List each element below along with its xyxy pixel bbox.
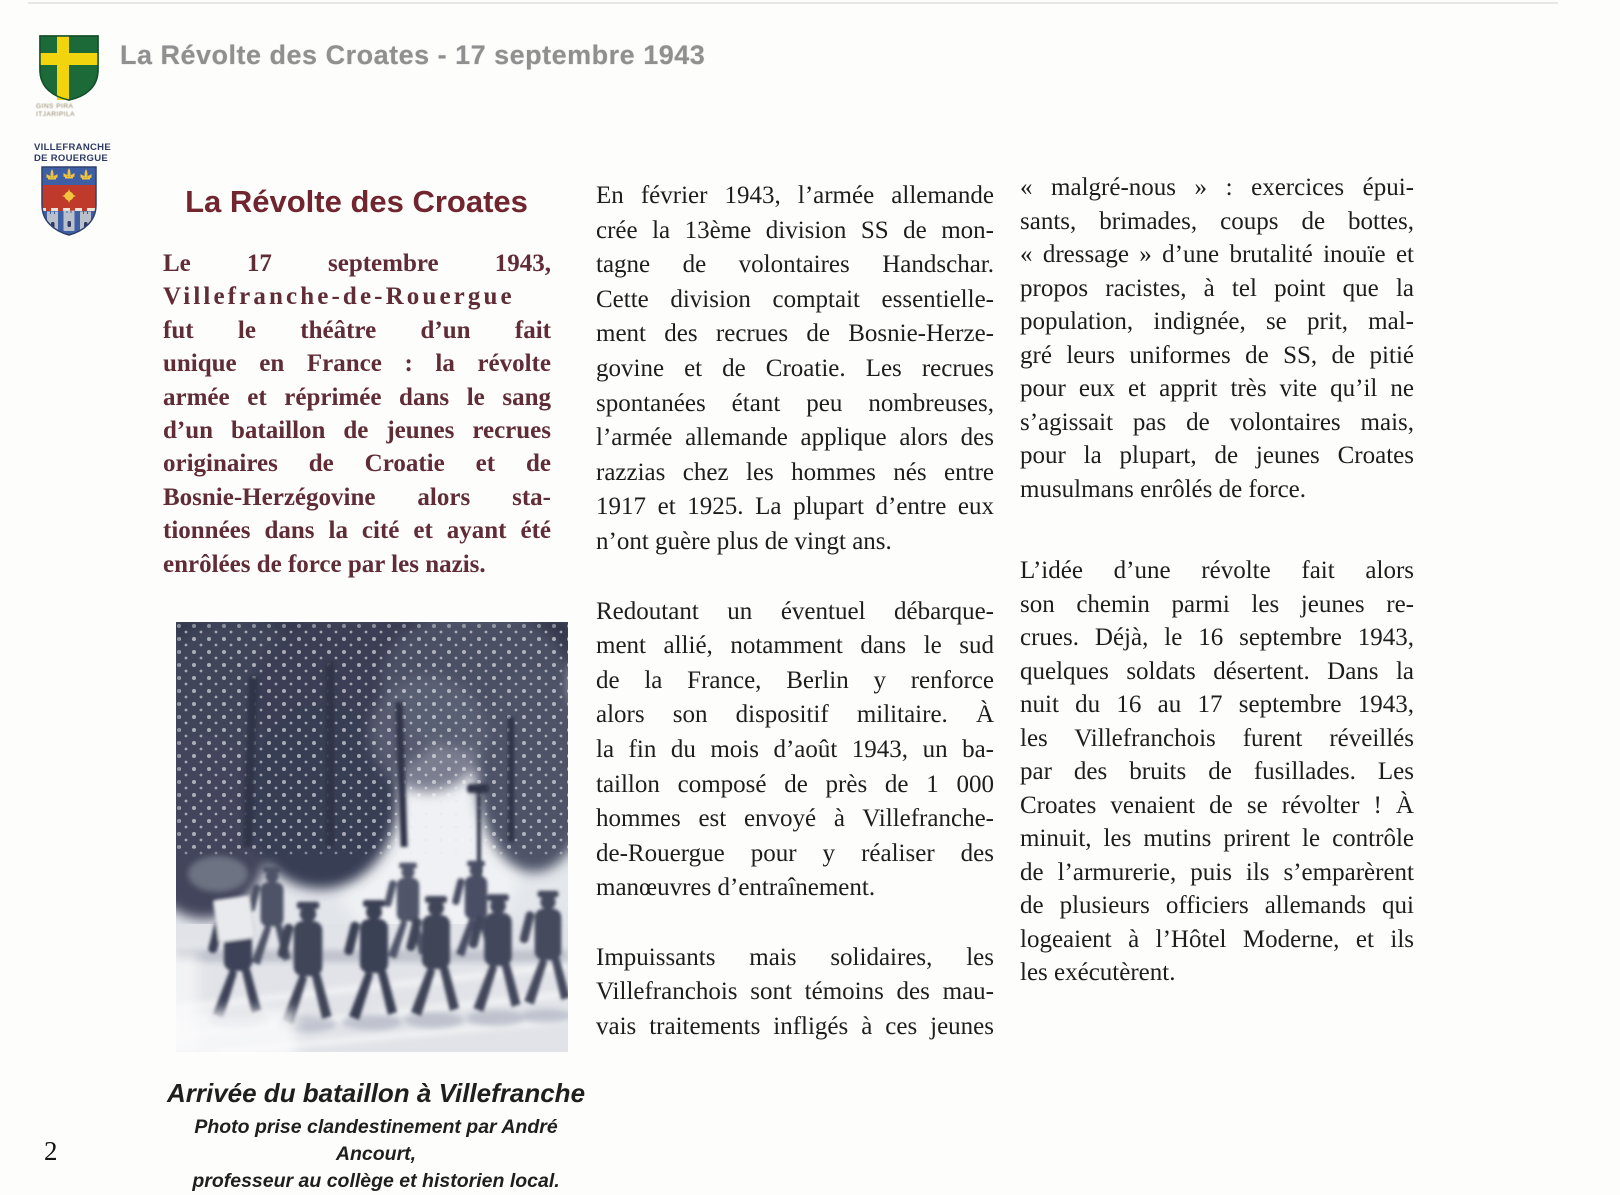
text-line: Cette division comptait essentielle- xyxy=(596,285,994,313)
text-line: son chemin parmi les jeunes re- xyxy=(1020,590,1414,618)
logo1-caption-illegible xyxy=(36,103,126,119)
paragraph-malgre-nous xyxy=(1020,171,1414,506)
text-line: Redoutant un éventuel débarque- xyxy=(596,597,994,625)
text-line: de l’armurerie, puis ils s’emparèrent xyxy=(1020,858,1414,886)
text-line: fut le théâtre d’un fait xyxy=(163,316,551,344)
text-line: quelques soldats désertent. Dans la xyxy=(1020,657,1414,685)
text-line: 1917 et 1925. La plupart d’entre eux xyxy=(596,493,994,521)
text-line: En février 1943, l’armée allemande xyxy=(596,182,994,209)
logo1-caption-line1: GINS PIRA xyxy=(36,103,74,110)
scan-edge-line xyxy=(28,2,1558,4)
text-line: spontanées étant peu nombreuses, xyxy=(596,389,994,417)
battalion-photo-illustration xyxy=(176,622,568,1052)
photo-battalion-marching xyxy=(176,622,568,1052)
text-line: la fin du mois d’août 1943, un ba- xyxy=(596,735,994,763)
text-line: nuit du 16 au 17 septembre 1943, xyxy=(1020,691,1414,718)
text-line: hommes est envoyé à Villefranche- xyxy=(596,805,994,833)
text-line: armée et réprimée dans le sang xyxy=(163,383,551,411)
text-line: de la France, Berlin y renforce xyxy=(596,666,994,694)
column-2 xyxy=(596,179,994,1080)
green-cross-shield-logo xyxy=(38,34,100,107)
text-line: taillon composé de près de 1 000 xyxy=(596,770,994,798)
text-line: manœuvres d’entraînement. xyxy=(596,874,876,902)
paragraph-battalion-sent xyxy=(596,595,994,906)
text-line: logeaient à l’Hôtel Moderne, et ils xyxy=(1020,925,1414,953)
text-line: originaires de Croatie et de xyxy=(163,450,551,478)
text-line: « dressage » d’une brutalité inouïe et xyxy=(1020,241,1414,268)
photo-caption xyxy=(156,1078,596,1195)
photo-credit-line2: professeur au collège et historien local. xyxy=(192,1170,560,1192)
villefranche-coat-of-arms xyxy=(40,165,98,242)
text-line: par des bruits de fusillades. Les xyxy=(1020,758,1414,785)
text-line: de plusieurs officiers allemands qui xyxy=(1020,892,1414,919)
text-line: population, indignée, se prit, mal- xyxy=(1020,308,1414,335)
text-line: Croates venaient de se révolter ! À xyxy=(1020,791,1414,819)
text-line: Villefranchois sont témoins des mau- xyxy=(596,978,994,1006)
text-line: govine et de Croatie. Les recrues xyxy=(596,354,994,382)
text-line: les exécutèrent. xyxy=(1020,959,1176,986)
text-line: Villefranche-de-Rouergue xyxy=(163,283,515,311)
column-3 xyxy=(1020,171,1414,1038)
text-line: propos racistes, à tel point que la xyxy=(1020,274,1414,302)
coat-of-arms-icon xyxy=(40,165,98,237)
text-line: musulmans enrôlés de force. xyxy=(1020,475,1307,503)
text-line: alors son dispositif militaire. À xyxy=(596,701,994,729)
text-line: Le 17 septembre 1943, xyxy=(163,250,551,277)
article-title: La Révolte des Croates xyxy=(185,184,528,219)
text-line: crues. Déjà, le 16 septembre 1943, xyxy=(1020,624,1414,651)
text-line: « malgré-nous » : exercices épui- xyxy=(1020,174,1414,201)
text-line: razzias chez les hommes nés entre xyxy=(596,458,994,486)
text-line: d’un bataillon de jeunes recrues xyxy=(163,417,551,445)
text-line: gré leurs uniformes de SS, de pitié xyxy=(1020,341,1414,369)
text-line: pour la plupart, de jeunes Croates xyxy=(1020,442,1414,469)
paragraph-handschar-division xyxy=(596,179,994,560)
villefranche-label xyxy=(34,142,130,164)
text-line: crée la 13ème division SS de mon- xyxy=(596,216,994,244)
text-line: Impuissants mais solidaires, les xyxy=(596,943,994,971)
photo-credit-line1: Photo prise clandestinement par André Ancourt, xyxy=(194,1116,558,1165)
text-line: L’idée d’une révolte fait alors xyxy=(1020,557,1414,584)
text-line: l’armée allemande applique alors des xyxy=(596,424,994,452)
text-line: enrôlées de force par les nazis. xyxy=(163,550,486,578)
villefranche-label-line2: DE ROUERGUE xyxy=(34,153,109,164)
text-line: s’agissait pas de volontaires mais, xyxy=(1020,408,1414,436)
villefranche-label-line1: VILLEFRANCHE xyxy=(34,142,111,153)
text-line: sants, brimades, coups de bottes, xyxy=(1020,207,1414,235)
page-header-title: La Révolte des Croates - 17 septembre 1943 xyxy=(120,40,706,70)
photo-caption-title: Arrivée du bataillon à Villefranche xyxy=(166,1078,586,1108)
text-line: minuit, les mutins prirent le contrôle xyxy=(1020,825,1414,852)
text-line: ment des recrues de Bosnie-Herze- xyxy=(596,320,994,348)
text-line: Bosnie-Herzégovine alors sta- xyxy=(163,483,551,511)
text-line: tagne de volontaires Handschar. xyxy=(596,251,994,279)
text-line: tionnées dans la cité et ayant été xyxy=(163,517,551,545)
text-line: pour eux et apprit très vite qu’il ne xyxy=(1020,375,1414,402)
paragraph-villefranchois-witness xyxy=(596,941,994,1045)
paragraph-revolt xyxy=(1020,554,1414,990)
page-number: 2 xyxy=(44,1136,58,1166)
shield-icon xyxy=(38,34,100,102)
text-line: de-Rouergue pour y réaliser des xyxy=(596,839,994,867)
text-line: n’ont guère plus de vingt ans. xyxy=(596,527,892,555)
intro-paragraph xyxy=(163,247,551,581)
logo1-caption-line2: ITJARIPILA xyxy=(36,111,75,118)
text-line: vais traitements infligés à ces jeunes xyxy=(596,1013,994,1041)
text-line: ment allié, notamment dans le sud xyxy=(596,632,994,660)
text-line: les Villefranchois furent réveillés xyxy=(1020,724,1414,752)
text-line: unique en France : la révolte xyxy=(163,350,551,378)
